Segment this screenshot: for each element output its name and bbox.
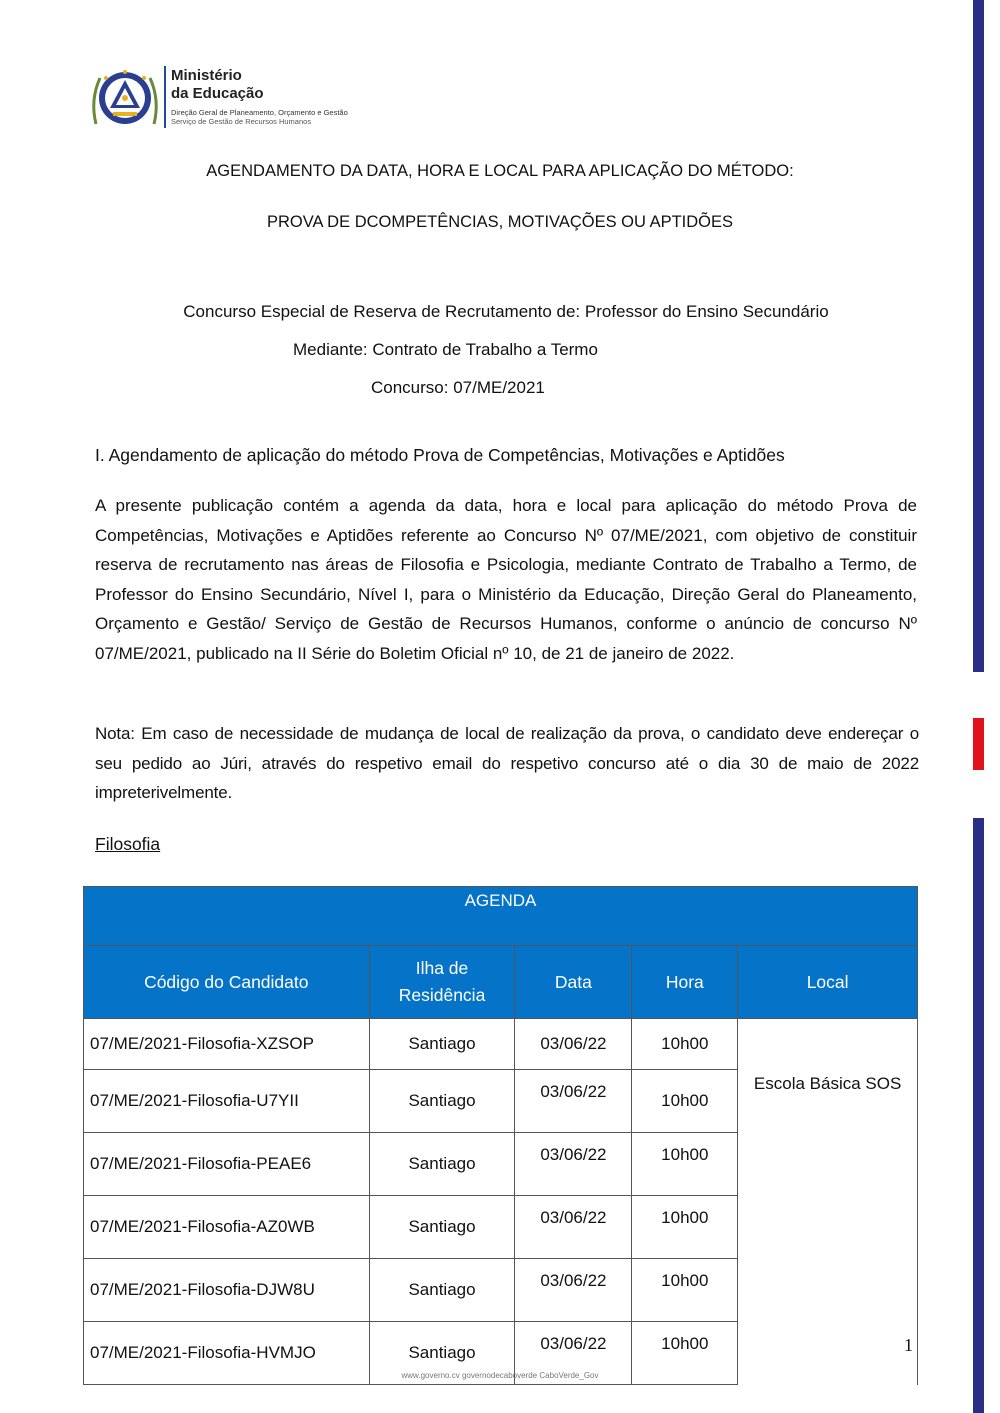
edge-bar-red <box>973 718 984 770</box>
cell-date: 03/06/22 <box>515 1019 632 1070</box>
cell-island: Santiago <box>369 1259 515 1322</box>
agenda-table <box>83 886 918 1385</box>
table-row <box>84 1019 918 1070</box>
cell-time: 10h00 <box>632 1259 738 1322</box>
logo-direction: Direção Geral de Planeamento, Orçamento e Gestão <box>171 108 348 117</box>
ministry-logo <box>88 64 388 136</box>
header-island: Ilha de Residência <box>369 946 515 1019</box>
edge-bar-blue-top <box>973 0 984 672</box>
cell-code: 07/ME/2021-Filosofia-PEAE6 <box>84 1133 370 1196</box>
contest-line-1: Concurso Especial de Reserva de Recrutamento de: Professor do Ensino Secundário <box>183 302 829 321</box>
cell-date: 03/06/22 <box>515 1259 632 1322</box>
subject-heading: Filosofia <box>95 834 161 854</box>
cell-code: 07/ME/2021-Filosofia-HVMJO <box>84 1322 370 1385</box>
logo-ministry: Ministério <box>171 67 242 84</box>
section-heading: I. Agendamento de aplicação do método Prova de Competências, Motivações e Aptidões <box>95 445 785 465</box>
cell-local: Escola Básica SOS <box>738 1019 918 1385</box>
header-date: Data <box>515 946 632 1019</box>
note-paragraph: Nota: Em caso de necessidade de mudança de local de realização da prova, o candidato deve endereçar o seu pedido ao Júri, através do respetivo email do respetivo concurso até o dia 30 de maio de 2022 impreterivelmente. <box>95 724 919 802</box>
title-line-1: AGENDAMENTO DA DATA, HORA E LOCAL PARA APLICAÇÃO DO MÉTODO: <box>206 162 794 180</box>
cell-code: 07/ME/2021-Filosofia-XZSOP <box>84 1019 370 1070</box>
cell-time: 10h00 <box>632 1070 738 1133</box>
cell-code: 07/ME/2021-Filosofia-DJW8U <box>84 1259 370 1322</box>
cell-code: 07/ME/2021-Filosofia-U7YII <box>84 1070 370 1133</box>
cell-time: 10h00 <box>632 1196 738 1259</box>
cell-date: 03/06/22 <box>515 1133 632 1196</box>
cell-island: Santiago <box>369 1133 515 1196</box>
coat-of-arms-icon <box>88 64 162 136</box>
cell-date: 03/06/22 <box>515 1322 632 1385</box>
cell-island: Santiago <box>369 1322 515 1385</box>
logo-divider <box>164 66 166 128</box>
cell-island: Santiago <box>369 1196 515 1259</box>
header-code: Código do Candidato <box>84 946 370 1019</box>
cell-time: 10h00 <box>632 1322 738 1385</box>
edge-bar-blue-bottom <box>973 818 984 1413</box>
cell-date: 03/06/22 <box>515 1196 632 1259</box>
cell-code: 07/ME/2021-Filosofia-AZ0WB <box>84 1196 370 1259</box>
footer-links: www.governo.cv governodecaboverde CaboVerde_Gov <box>401 1371 599 1380</box>
contest-line-3: Concurso: 07/ME/2021 <box>371 378 545 397</box>
cell-island: Santiago <box>369 1070 515 1133</box>
title-line-2: PROVA DE DCOMPETÊNCIAS, MOTIVAÇÕES OU APTIDÕES <box>266 213 734 231</box>
logo-service: Serviço de Gestão de Recursos Humanos <box>171 117 312 126</box>
cell-island: Santiago <box>369 1019 515 1070</box>
cell-time: 10h00 <box>632 1133 738 1196</box>
body-paragraph: A presente publicação contém a agenda da data, hora e local para aplicação do método Prova de Competências, Motivações e Aptidões referente ao Concurso Nº 07/ME/2021, com objetivo de constituir reserva de recrutamento nas áreas de Filosofia e Psicologia, mediante Contrato de Trabalho a Termo, de Professor do Ensino Secundário, Nível I, para o Ministério da Educação, Direção Geral do Planeamento, Orçamento e Gestão/ Serviço de Gestão de Recursos Humanos, conforme o anúncio de concurso Nº 07/ME/2021, publicado na II Série do Boletim Oficial nº 10, de 21 de janeiro de 2022. <box>95 496 917 663</box>
cell-time: 10h00 <box>632 1019 738 1070</box>
header-local: Local <box>738 946 918 1019</box>
logo-education: da Educação <box>171 85 264 102</box>
page-number: 1 <box>904 1335 913 1355</box>
contest-line-2: Mediante: Contrato de Trabalho a Termo <box>293 340 598 359</box>
table-title: AGENDA <box>84 887 918 946</box>
header-time: Hora <box>632 946 738 1019</box>
cell-date: 03/06/22 <box>515 1070 632 1133</box>
